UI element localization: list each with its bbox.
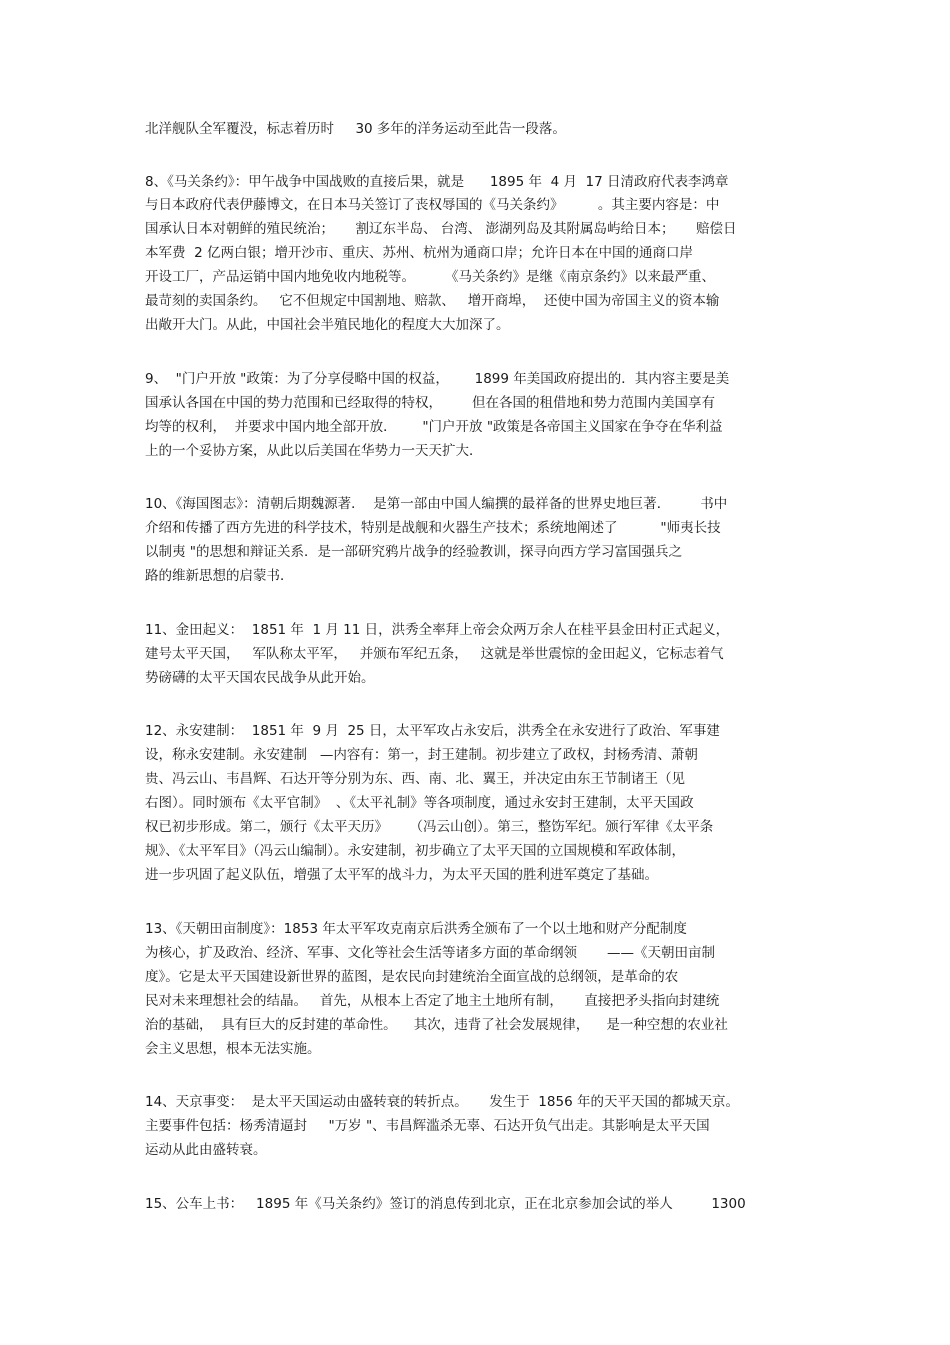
text-line: 运动从此由盛转衰。 [145, 1142, 267, 1158]
text-line: 民对未来理想社会的结晶。 首先，从根本上否定了地主土地所有制， 直接把矛头指向封建统 [145, 993, 720, 1009]
text-line: 设，称永安建制。永安建制 —内容有：第一，封王建制。初步建立了政权，封杨秀清、萧朝 [145, 747, 698, 763]
text-line: 13、《天朝田亩制度》：1853 年太平军攻克南京后洪秀全颁布了一个以土地和财产分配制度 [145, 921, 687, 937]
text-line: 会主义思想，根本无法实施。 [145, 1041, 321, 1057]
text-line: 10、《海国图志》：清朝后期魏源著． 是第一部由中国人编撰的最祥备的世界史地巨著． 书中 [145, 496, 728, 512]
text-line: 15、公车上书： 1895 年《马关条约》签订的消息传到北京，正在北京参加会试的举人 1300 [145, 1196, 746, 1212]
text-line: 以制夷 "的思想和辩证关系．是一部研究鸦片战争的经验教训，探寻向西方学习富国强兵之 [145, 544, 682, 560]
text-line: 为核心，扩及政治、经济、军事、文化等社会生活等诸多方面的革命纲领 ——《天朝田亩制 [145, 945, 716, 961]
text-line: 路的维新思想的启蒙书． [145, 568, 294, 584]
text-line: 度》。它是太平天国建设新世界的蓝图，是农民向封建统治全面宣战的总纲领，是革命的农 [145, 969, 679, 985]
text-line: 主要事件包括：杨秀清逼封 "万岁 "、韦昌辉滥杀无辜、石达开负气出走。其影响是太平天国 [145, 1118, 710, 1134]
text-line: 14、天京事变： 是太平天国运动由盛转衰的转折点。 发生于 1856 年的天平天国的都城天京。 [145, 1094, 739, 1110]
text-line: 11、金田起义： 1851 年 1 月 11 日，洪秀全率拜上帝会众两万余人在桂平县金田村正式起义， [145, 622, 730, 638]
text-line: 右图）。同时颁布《太平官制》 、《太平礼制》等各项制度，通过永安封王建制，太平天国政 [145, 795, 694, 811]
text-line: 本军费 2 亿两白银；增开沙市、重庆、苏州、杭州为通商口岸；允许日本在中国的通商口岸 [145, 245, 693, 261]
text-line: 12、永安建制： 1851 年 9 月 25 日，太平军攻占永安后，洪秀全在永安进行了政治、军事建 [145, 723, 720, 739]
text-line: 开设工厂，产品运销中国内地免收内地税等。 《马关条约》是继《南京条约》以来最严重、 [145, 269, 716, 285]
text-line: 最苛刻的卖国条约。 它不但规定中国割地、赔款、 增开商埠， 还使中国为帝国主义的资本输 [145, 293, 720, 309]
text-line: 北洋舰队全军覆没，标志着历时 30 多年的洋务运动至此告一段落。 [145, 121, 566, 137]
text-line: 国承认日本对朝鲜的殖民统治； 割辽东半岛、 台湾、 澎湖列岛及其附属岛屿给日本； 赔偿日 [145, 221, 737, 237]
text-line: 8、《马关条约》：甲午战争中国战败的直接后果，就是 1895 年 4 月 17 日清政府代表李鸿章 [145, 174, 729, 190]
text-line: 与日本政府代表伊藤博文，在日本马关签订了丧权辱国的《马关条约》 。其主要内容是：中 [145, 197, 720, 213]
text-line: 势磅礴的太平天国农民战争从此开始。 [145, 670, 375, 686]
text-line: 贵、冯云山、韦昌辉、石达开等分别为东、西、南、北、翼王，并决定由东王节制诸王（见 [145, 771, 685, 787]
text-line: 权已初步形成。第二，颁行《太平天历》 （冯云山创）。第三，整饬军纪。颁行军律《太平条 [145, 819, 714, 835]
text-line: 均等的权利， 并要求中国内地全部开放． "门户开放 "政策是各帝国主义国家在争夺在华利益 [145, 419, 723, 435]
text-line: 建号太平天国， 军队称太平军， 并颁布军纪五条， 这就是举世震惊的金田起义，它标志着气 [145, 646, 724, 662]
text-line: 出敞开大门。从此，中国社会半殖民地化的程度大大加深了。 [145, 317, 510, 333]
text-line: 治的基础， 具有巨大的反封建的革命性。 其次，违背了社会发展规律， 是一种空想的农业社 [145, 1017, 728, 1033]
text-line: 上的一个妥协方案，从此以后美国在华势力一天天扩大． [145, 443, 483, 459]
text-line: 国承认各国在中国的势力范围和已经取得的特权， 但在各国的租借地和势力范围内美国享有 [145, 395, 716, 411]
text-line: 进一步巩固了起义队伍，增强了太平军的战斗力，为太平天国的胜利进军奠定了基础。 [145, 867, 658, 883]
text-line: 9、 "门户开放 "政策：为了分享侵略中国的权益， 1899 年美国政府提出的．其内容主要是美 [145, 371, 730, 387]
text-line: 规》、《太平军目》（冯云山编制）。永安建制，初步确立了太平天国的立国规模和军政体制， [145, 843, 685, 859]
text-line: 介绍和传播了西方先进的科学技术，特别是战舰和火器生产技术；系统地阐述了 "师夷长技 [145, 520, 721, 536]
